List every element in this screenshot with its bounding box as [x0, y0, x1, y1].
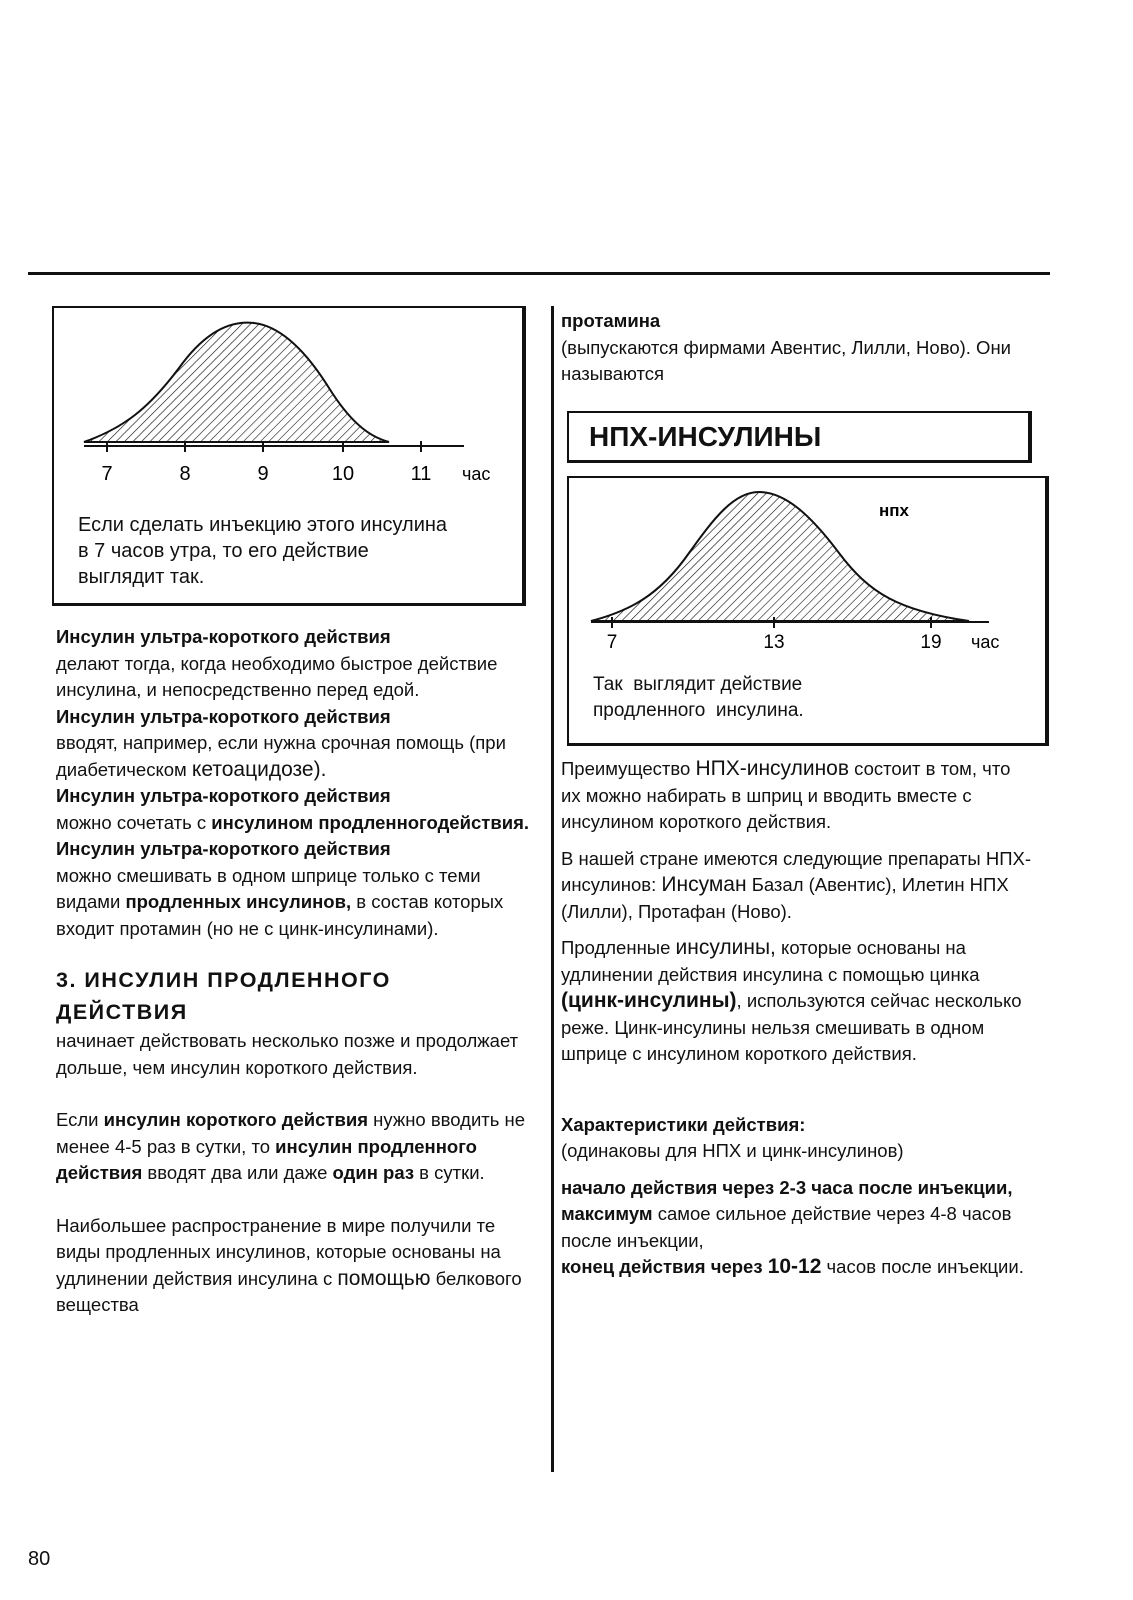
- paragraph: В нашей стране имеются следующие препараты НПХ-инсулинов: Инсуман Базал (Авентис), Илетин НПХ (Лилли), Протафан (Ново).: [561, 847, 1031, 922]
- paragraph: Если инсулин короткого действия нужно вводить не менее 4-5 раз в сутки, то инсулин продленного действия вводят два или даже один раз в сутки.: [56, 1109, 526, 1183]
- paragraph: Продленные инсулины, которые основаны на удлинении действия инсулина с помощью цинка (цинк-инсулины), используются сейчас несколько реже. Цинк-инсулины нельзя смешивать в одном шприце с инсулином короткого действия.: [561, 936, 1022, 1064]
- npx-title-box: [567, 411, 1032, 463]
- paragraph: Наибольшее распространение в мире получили те виды продленных инсулинов, которые основаны на удлинении действия инсулина с помощью белкового вещества: [56, 1214, 522, 1315]
- axis-unit: час: [462, 464, 491, 484]
- npx-title: НПХ-ИНСУЛИНЫ: [589, 421, 822, 452]
- characteristics-subtitle: (одинаковы для НПХ и цинк-инсулинов): [561, 1140, 904, 1161]
- tick-label: 8: [179, 463, 191, 485]
- paragraph: Инсулин ультра-короткого действия можно сочетать с инсулином продленногодействия.: [56, 785, 529, 833]
- paragraph: Преимущество НПХ-инсулинов состоит в том, что их можно набирать в шприц и вводить вместе с инсулином короткого действия.: [561, 757, 1011, 832]
- axis-unit: час: [971, 632, 1000, 652]
- insulin-action-curve-npx: [569, 478, 1047, 668]
- paragraph: начинает действовать несколько позже и продолжает дольше, чем инсулин короткого действия.: [56, 1030, 519, 1078]
- page-number: 80: [28, 1548, 51, 1570]
- paragraph: Инсулин ультра-короткого действия можно смешивать в одном шприце только с теми видами продленных инсулинов, в состав которых входит протамин (но не с цинк-инсулинами).: [56, 838, 504, 939]
- chart-caption: Так выглядит действие продленного инсулина.: [593, 674, 804, 721]
- right-column-body: [561, 756, 1033, 1281]
- chart-box-short: [52, 306, 526, 606]
- top-rule: [28, 272, 1050, 275]
- tick-label: 9: [257, 463, 269, 485]
- right-column-top: [561, 308, 1031, 388]
- curve-area: [591, 492, 969, 621]
- paragraph: Инсулин ультра-короткого действия делают тогда, когда необходимо быстрое действие инсулина, и непосредственно перед едой.: [56, 626, 498, 700]
- series-label: нпх: [879, 501, 909, 520]
- left-column: [56, 624, 534, 1319]
- tick-label: 13: [763, 632, 785, 653]
- paragraph: Инсулин ультра-короткого действия вводят, например, если нужна срочная помощь (при диабетическом кетоацидозе).: [56, 705, 506, 781]
- tick-label: 19: [920, 632, 942, 653]
- section-heading: 3. ИНСУЛИН ПРОДЛЕННОГО ДЕЙСТВИЯ: [56, 968, 391, 1024]
- paragraph: начало действия через 2-3 часа после инъекции,: [561, 1176, 1013, 1198]
- chart-caption: Если сделать инъекцию этого инсулина в 7 часов утра, то его действие выглядит так.: [78, 514, 448, 588]
- tick-label: 10: [331, 463, 355, 485]
- tick-label: 7: [101, 463, 113, 485]
- characteristics-title: Характеристики действия:: [561, 1113, 806, 1135]
- chart-box-npx: [567, 476, 1049, 746]
- column-divider: [551, 306, 554, 1472]
- paragraph: (выпускаются фирмами Авентис, Лилли, Ново). Они называются: [561, 336, 1011, 384]
- paragraph: конец действия через 10-12 часов после инъекции.: [561, 1255, 1024, 1278]
- paragraph: протамина: [561, 310, 661, 331]
- insulin-action-curve-short: [54, 308, 524, 508]
- paragraph: максимум самое сильное действие через 4-8 часов после инъекции,: [561, 1203, 1012, 1251]
- curve-area: [84, 323, 389, 442]
- tick-label: 7: [606, 632, 618, 653]
- tick-label: 11: [410, 463, 432, 485]
